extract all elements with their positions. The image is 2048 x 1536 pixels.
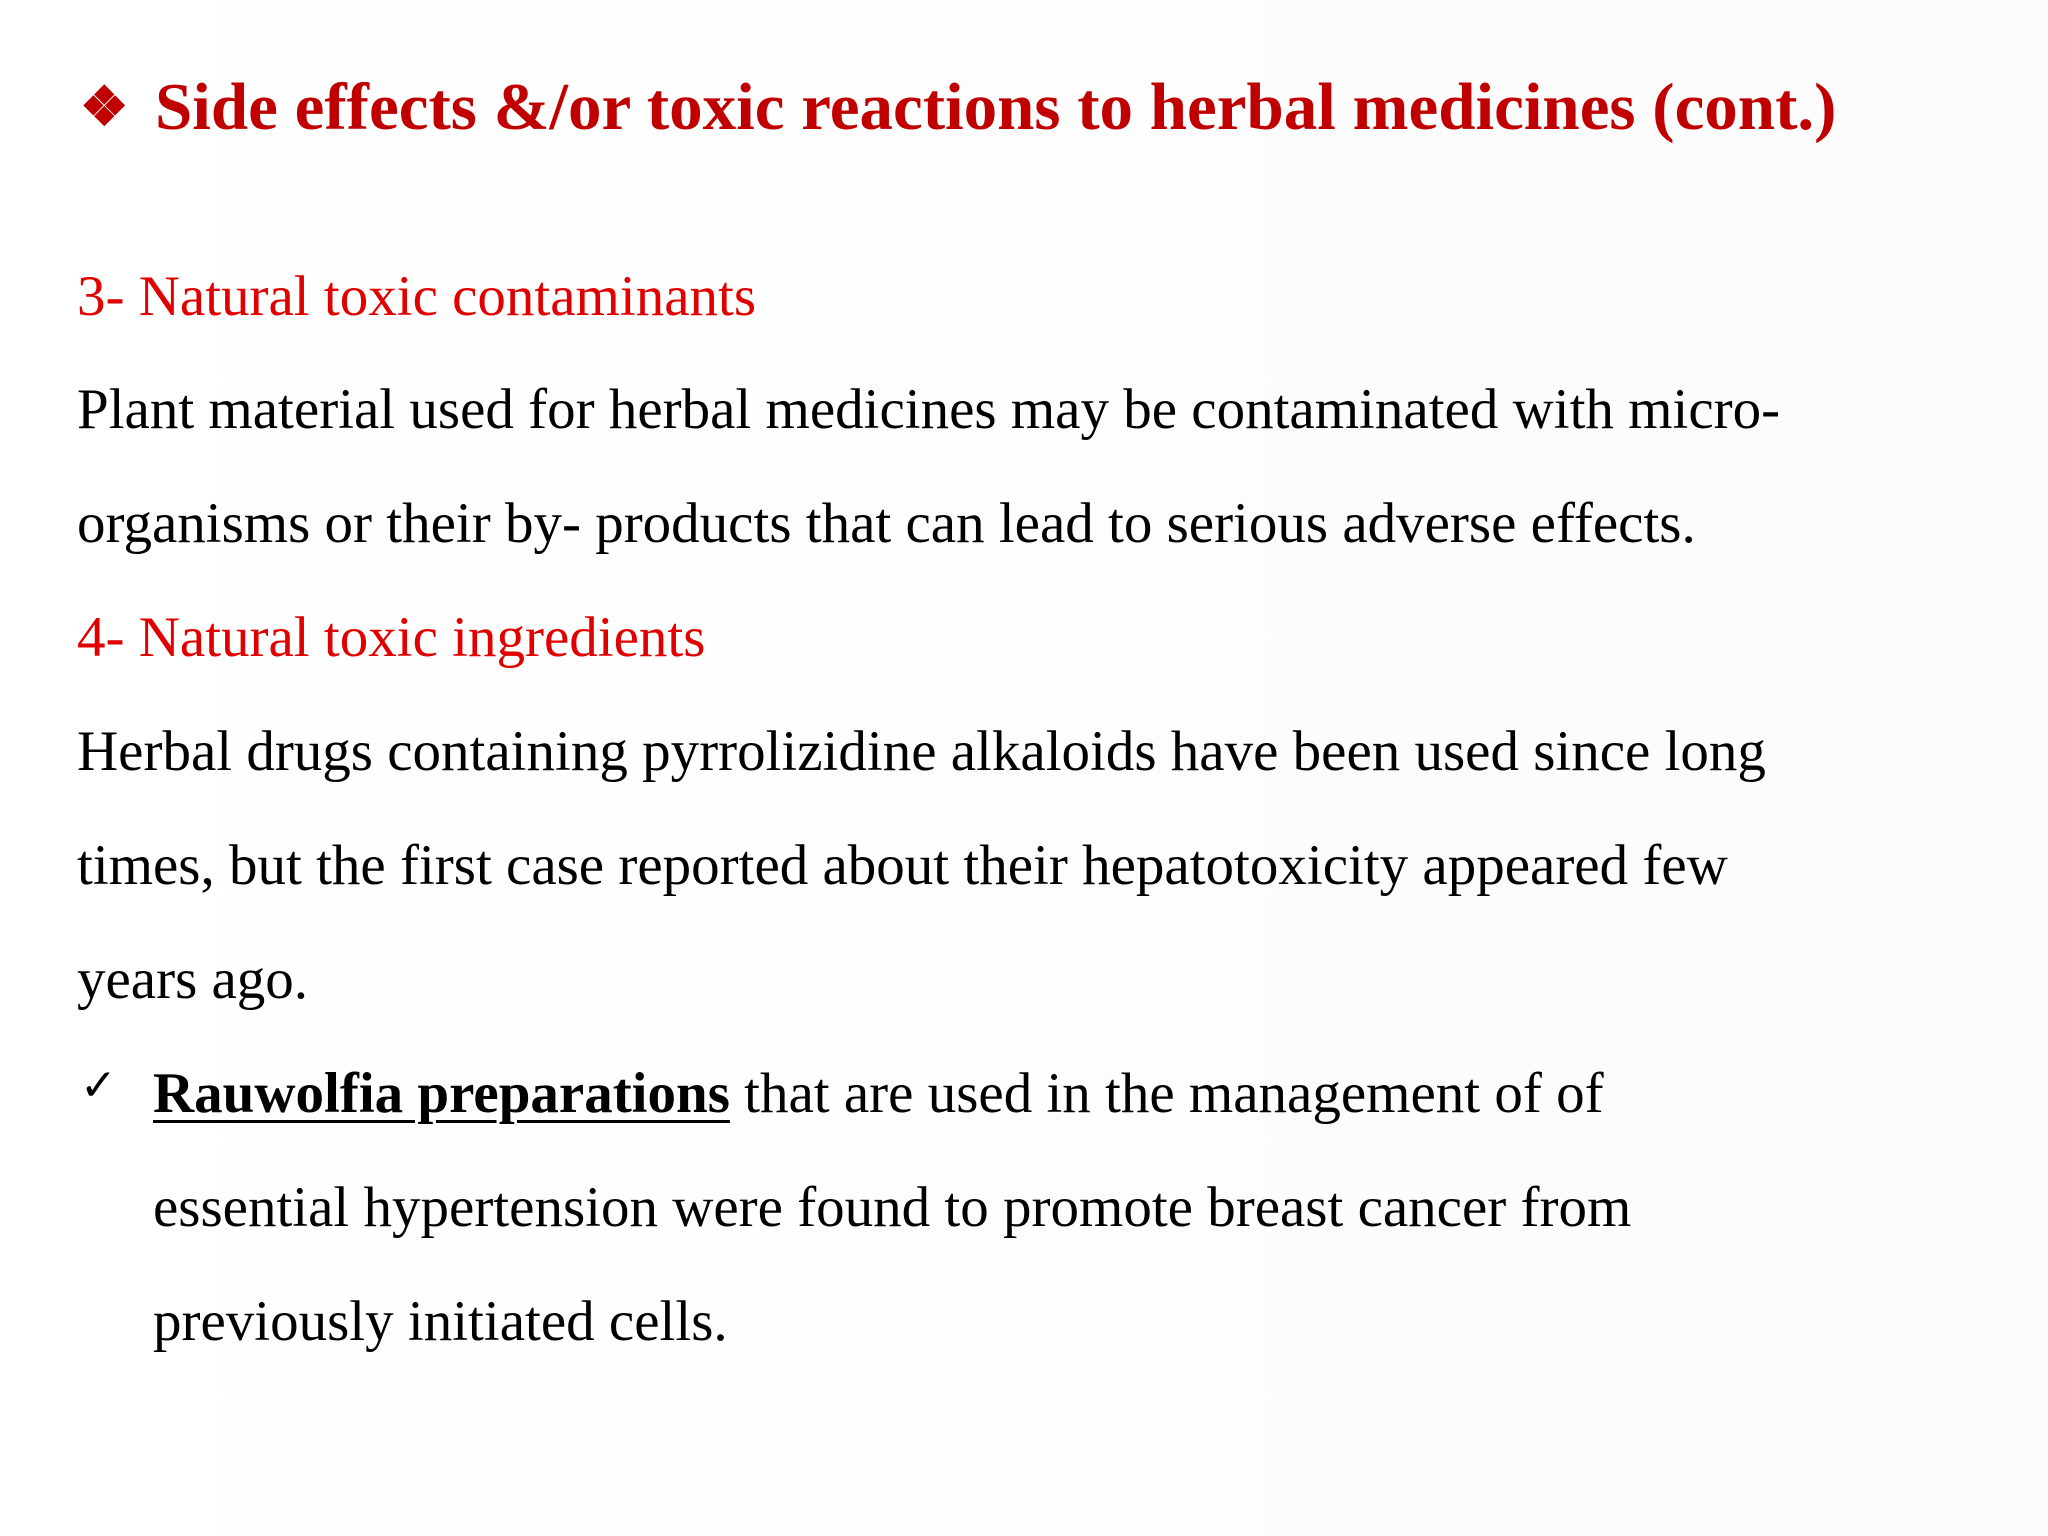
bullet-line-rest: that are used in the management of of	[729, 1062, 1604, 1125]
emphasis-term: Rauwolfia preparations	[153, 1062, 730, 1125]
bullet-line: essential hypertension were found to promote breast cancer from	[153, 1176, 1632, 1239]
slide-title	[80, 62, 2020, 152]
body-line: years ago.	[77, 948, 309, 1011]
body-line: organisms or their by- products that can lead to serious adverse effects.	[77, 492, 1696, 555]
section-heading-ingredients: 4- Natural toxic ingredients	[77, 606, 706, 669]
bullet-line	[153, 1054, 1604, 1134]
section-heading-contaminants: 3- Natural toxic contaminants	[77, 265, 757, 328]
body-line: Plant material used for herbal medicines may be contaminated with micro-	[77, 378, 1781, 441]
bullet-line: previously initiated cells.	[153, 1290, 728, 1353]
diamond-bullet-icon: ❖	[80, 77, 129, 137]
body-line: times, but the first case reported about their hepatotoxicity appeared few	[77, 834, 1728, 897]
slide-title-text: Side effects &/or toxic reactions to herbal medicines (cont.)	[155, 70, 1837, 144]
body-line: Herbal drugs containing pyrrolizidine alkaloids have been used since long	[77, 720, 1766, 783]
checkmark-icon: ✓	[80, 1060, 117, 1111]
